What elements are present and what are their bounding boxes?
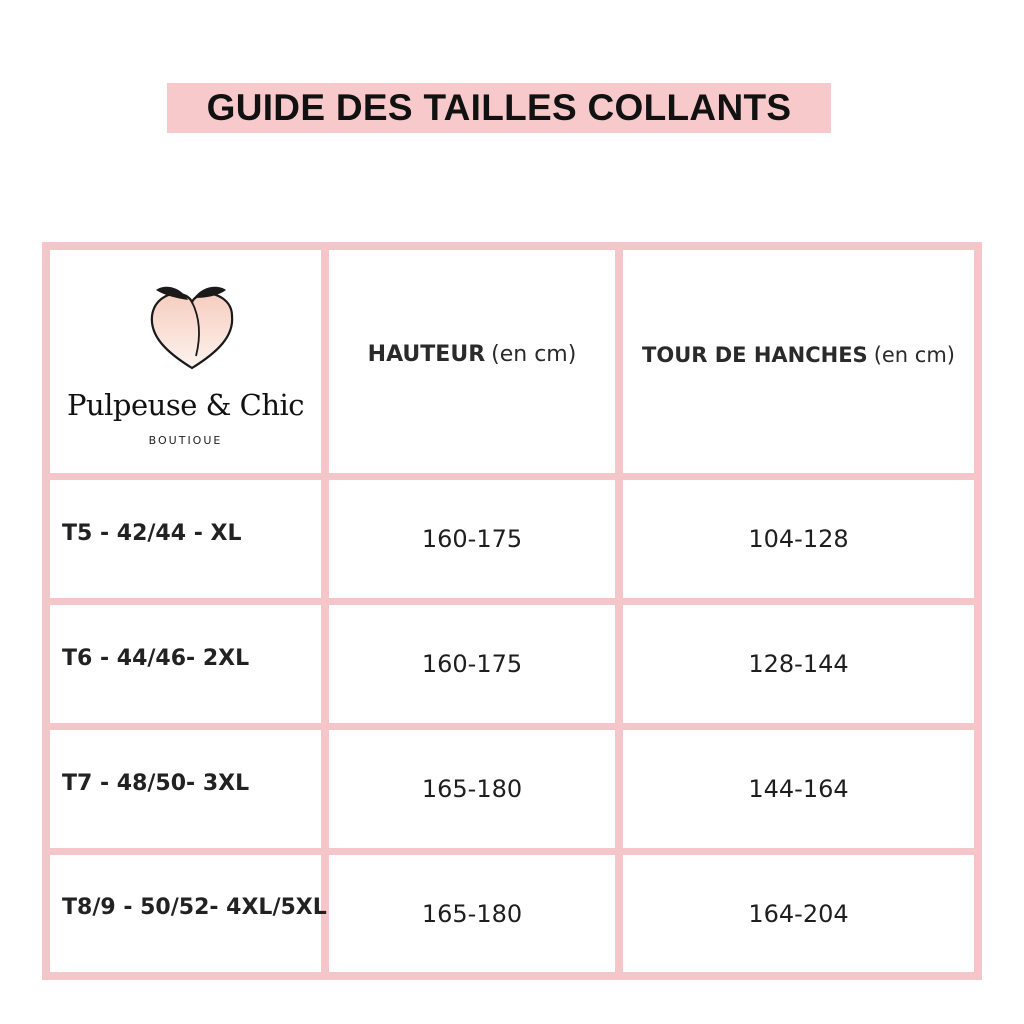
table-row-hauteur-cell (329, 730, 615, 848)
table-row-hanches-cell (623, 730, 974, 848)
hanches-value: 104-128 (748, 525, 849, 553)
header-hauteur-unit: (en cm) (491, 342, 577, 367)
table-row-size-cell (50, 855, 327, 972)
title-banner (167, 83, 831, 133)
table-row-hanches-cell (623, 605, 974, 723)
brand-tagline: BOUTIOUE (148, 434, 223, 447)
header-hanches-unit: (en cm) (873, 342, 955, 367)
table-row-size-cell (50, 730, 321, 848)
table-row-hauteur-cell (329, 480, 615, 598)
brand-cell (50, 250, 321, 473)
header-hauteur (329, 250, 615, 473)
size-label: T8/9 - 50/52- 4XL/5XL (62, 895, 327, 920)
hauteur-value: 165-180 (421, 775, 523, 803)
brand-logo (50, 250, 321, 473)
size-label: T5 - 42/44 - XL (62, 520, 242, 546)
table-row-size-cell (50, 605, 321, 723)
hauteur-value: 165-180 (421, 899, 523, 928)
hauteur-value: 160-175 (421, 650, 523, 678)
table-row-hauteur-cell (329, 855, 615, 972)
size-table (42, 242, 982, 980)
header-hanches (623, 250, 974, 473)
table-row-size-cell (50, 480, 321, 598)
table-row-hanches-cell (623, 480, 974, 598)
page-title: GUIDE DES TAILLES COLLANTS (206, 87, 792, 128)
peach-icon (146, 280, 238, 372)
hauteur-value: 160-175 (421, 525, 523, 553)
hanches-value: 128-144 (748, 650, 849, 678)
table-row-hanches-cell (623, 855, 974, 972)
table-row-hauteur-cell (329, 605, 615, 723)
size-label: T6 - 44/46- 2XL (62, 645, 250, 671)
header-hauteur-label: HAUTEUR (367, 342, 486, 367)
hanches-value: 164-204 (748, 899, 849, 928)
brand-name: Pulpeuse & Chic (66, 388, 305, 422)
header-hanches-label: TOUR DE HANCHES (642, 342, 868, 367)
hanches-value: 144-164 (748, 775, 849, 803)
size-label: T7 - 48/50- 3XL (62, 770, 250, 796)
